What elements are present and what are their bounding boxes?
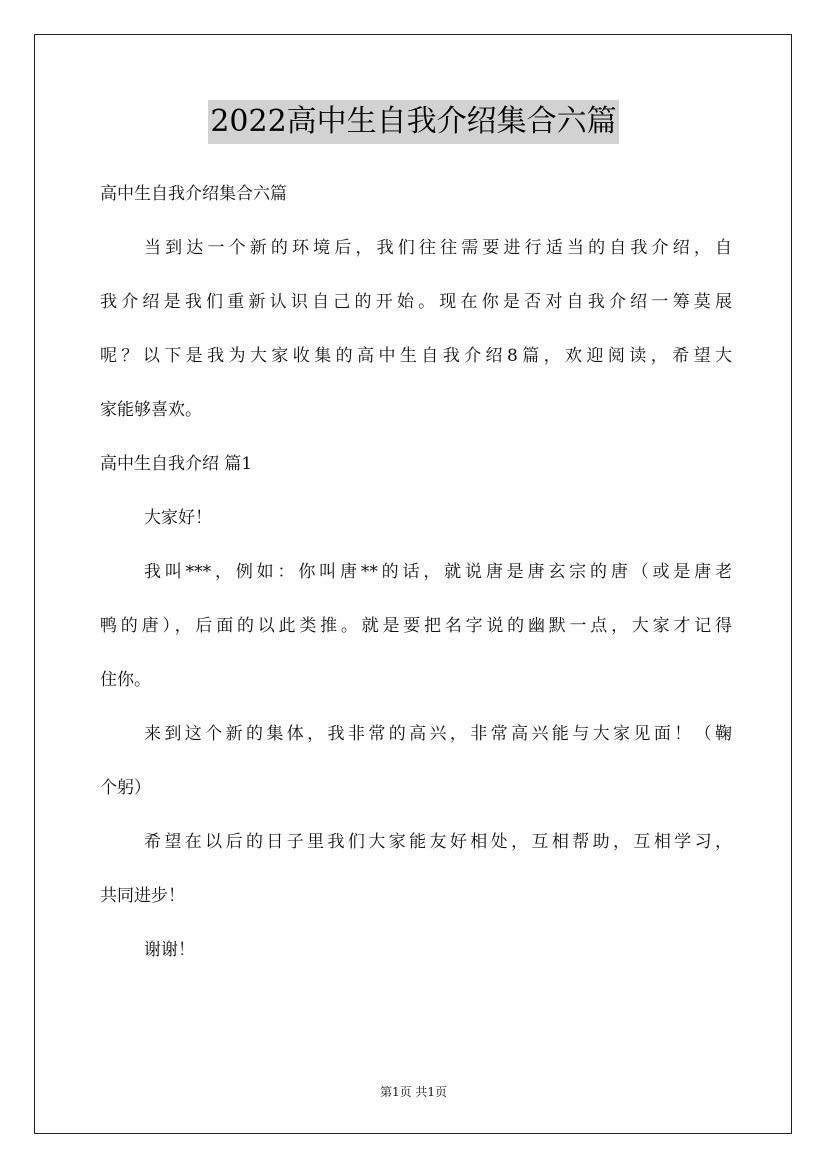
section-heading: 高中生自我介绍集合六篇 — [100, 184, 287, 204]
paragraph-line: 当到达一个新的环境后，我们往往需要进行适当的自我介绍，自 — [144, 238, 732, 258]
document-title: 2022高中生自我介绍集合六篇 — [208, 100, 618, 144]
paragraph-line: 希望在以后的日子里我们大家能友好相处，互相帮助，互相学习， — [144, 832, 732, 852]
document-body — [100, 167, 732, 977]
paragraph-line: 个躬） — [100, 778, 151, 798]
paragraph-line: 家能够喜欢。 — [100, 400, 202, 420]
paragraph-line: 住你。 — [100, 670, 151, 690]
paragraph-line: 我介绍是我们重新认识自己的开始。现在你是否对自我介绍一筹莫展 — [100, 292, 732, 312]
paragraph-line: 来到这个新的集体，我非常的高兴，非常高兴能与大家见面！（鞠 — [144, 724, 732, 744]
title-container — [0, 100, 827, 144]
paragraph-line: 大家好！ — [144, 508, 212, 528]
paragraph-line: 我叫***，例如：你叫唐**的话，就说唐是唐玄宗的唐（或是唐老 — [144, 562, 732, 582]
paragraph-line: 谢谢！ — [144, 940, 195, 960]
section-heading: 高中生自我介绍 篇1 — [100, 454, 253, 474]
paragraph-line: 呢？以下是我为大家收集的高中生自我介绍8篇，欢迎阅读，希望大 — [100, 346, 732, 366]
paragraph-line: 鸭的唐），后面的以此类推。就是要把名字说的幽默一点，大家才记得 — [100, 616, 732, 636]
paragraph-line: 共同进步！ — [100, 886, 185, 906]
page-number-footer: 第1页 共1页 — [379, 1085, 448, 1099]
